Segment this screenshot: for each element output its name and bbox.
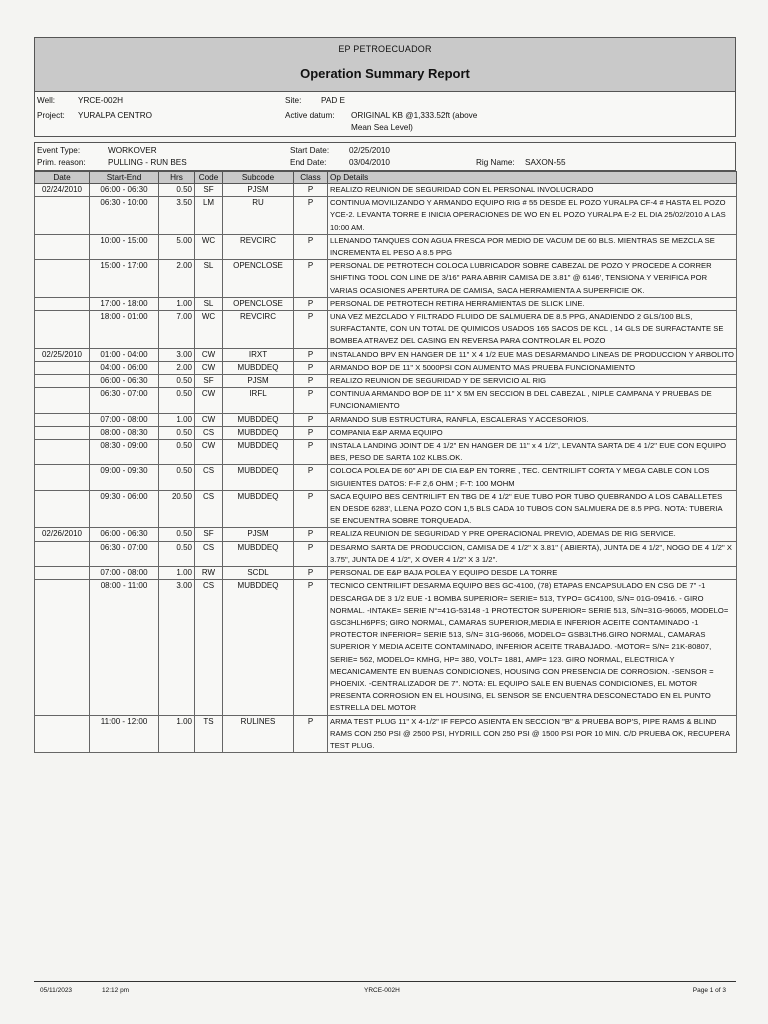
row-hrs: 1.00 xyxy=(159,413,195,426)
row-code: CW xyxy=(195,440,223,465)
well-label: Well: xyxy=(37,96,56,105)
row-hrs: 1.00 xyxy=(159,297,195,310)
row-date xyxy=(35,388,90,413)
row-hrs: 0.50 xyxy=(159,375,195,388)
start-date-value: 02/25/2010 xyxy=(349,146,390,155)
row-start-end: 08:30 - 09:00 xyxy=(90,440,159,465)
project-value: YURALPA CENTRO xyxy=(78,111,153,120)
row-op-details: CONTINUA ARMANDO BOP DE 11" X 5M EN SECCION B DEL CABEZAL , NIPLE CAMPANA Y PRUEBAS DE FUNCIONAMIENTO xyxy=(328,388,737,413)
row-code: CS xyxy=(195,490,223,528)
row-start-end: 08:00 - 11:00 xyxy=(90,580,159,715)
row-code: RW xyxy=(195,567,223,580)
row-subcode: IRFL xyxy=(223,388,294,413)
row-start-end: 07:00 - 08:00 xyxy=(90,413,159,426)
row-date xyxy=(35,580,90,715)
row-start-end: 15:00 - 17:00 xyxy=(90,260,159,298)
datum-value-line2: Mean Sea Level) xyxy=(351,123,413,132)
row-subcode: PJSM xyxy=(223,375,294,388)
row-class: P xyxy=(294,197,328,235)
row-op-details: SACA EQUIPO BES CENTRILIFT EN TBG DE 4 1/2" EUE TUBO POR TUBO QUEBRANDO A LOS CABALLETES EN DESDE 6283', LLENA POZO CON 1,5 BLS CADA 10 TUBOS CON SALMUERA DE 8.5 PPG. NOTA: TUBERIA SE ENCUENTRA SOBRE TORQUEADA. xyxy=(328,490,737,528)
table-row xyxy=(35,297,737,310)
start-date-label: Start Date: xyxy=(290,146,330,155)
row-subcode: REVCIRC xyxy=(223,311,294,349)
report-page xyxy=(34,37,736,753)
row-code: LM xyxy=(195,197,223,235)
row-op-details: PERSONAL DE PETROTECH RETIRA HERRAMIENTAS DE SLICK LINE. xyxy=(328,297,737,310)
row-subcode: SCDL xyxy=(223,567,294,580)
table-row xyxy=(35,197,737,235)
row-date xyxy=(35,413,90,426)
row-class: P xyxy=(294,567,328,580)
row-code: CW xyxy=(195,361,223,374)
row-code: CS xyxy=(195,426,223,439)
row-date xyxy=(35,297,90,310)
row-subcode: MUBDDEQ xyxy=(223,413,294,426)
row-op-details: PERSONAL DE E&P BAJA POLEA Y EQUIPO DESDE LA TORRE xyxy=(328,567,737,580)
row-class: P xyxy=(294,234,328,259)
row-date xyxy=(35,567,90,580)
row-class: P xyxy=(294,375,328,388)
report-title: Operation Summary Report xyxy=(300,66,470,81)
row-hrs: 7.00 xyxy=(159,311,195,349)
row-hrs: 3.50 xyxy=(159,197,195,235)
row-code: CW xyxy=(195,413,223,426)
row-start-end: 09:00 - 09:30 xyxy=(90,465,159,490)
table-header-row xyxy=(35,172,737,184)
row-date: 02/24/2010 xyxy=(35,184,90,197)
event-info-block xyxy=(34,142,736,171)
rig-name-value: SAXON-55 xyxy=(525,158,566,167)
table-row xyxy=(35,490,737,528)
row-op-details: PERSONAL DE PETROTECH COLOCA LUBRICADOR SOBRE CABEZAL DE POZO Y PROCEDE A CORRER SHIFTING TOOL CON LINE DE 3/16" PARA ABRIR CAMISA DE 3.81" @ 6146', TENSIONA Y VERIFICA POR VARIAS OCASIONES APERTURA DE CAMISA, SACA HERRAMIENTA A SUPERFICIE OK. xyxy=(328,260,737,298)
row-date xyxy=(35,197,90,235)
row-subcode: MUBDDEQ xyxy=(223,440,294,465)
well-value: YRCE-002H xyxy=(78,96,124,105)
table-row xyxy=(35,375,737,388)
row-class: P xyxy=(294,426,328,439)
table-row xyxy=(35,348,737,361)
site-label: Site: xyxy=(285,96,302,105)
row-class: P xyxy=(294,388,328,413)
site-value: PAD E xyxy=(321,96,345,105)
report-header xyxy=(34,37,736,92)
datum-label: Active datum: xyxy=(285,111,335,120)
row-hrs: 0.50 xyxy=(159,465,195,490)
project-label: Project: xyxy=(37,111,65,120)
col-start-end: Start-End xyxy=(90,172,159,184)
row-subcode: OPENCLOSE xyxy=(223,297,294,310)
table-row xyxy=(35,260,737,298)
operations-table xyxy=(34,171,737,753)
row-date xyxy=(35,234,90,259)
row-subcode: PJSM xyxy=(223,184,294,197)
table-row xyxy=(35,541,737,566)
organization-name: EP PETROECUADOR xyxy=(338,44,432,54)
row-op-details: INSTALANDO BPV EN HANGER DE 11" X 4 1/2 EUE MAS DESARMANDO LINEAS DE PRODUCCION Y ARBOLITO xyxy=(328,348,737,361)
row-start-end: 17:00 - 18:00 xyxy=(90,297,159,310)
row-date xyxy=(35,361,90,374)
datum-value-line1: ORIGINAL KB @1,333.52ft (above xyxy=(351,111,478,120)
row-start-end: 07:00 - 08:00 xyxy=(90,567,159,580)
row-op-details: REALIZO REUNION DE SEGURIDAD CON EL PERSONAL INVOLUCRADO xyxy=(328,184,737,197)
row-op-details: TECNICO CENTRILIFT DESARMA EQUIPO BES GC-4100, (78) ETAPAS ENCAPSULADO EN CSG DE 7" -1 DESCARGA DE 3 1/2 EUE -1 BOMBA SUPERIOR= SERIE= 513, TYPO= GC4100, S/N= 01G-09416. - GIRO NORMAL. -INTAKE= SERIE N°=41G-53148 -1 PROTECTOR SUPERIOR= SERIE 513, S/N=31G-96065, MODELO= GSC3HLH6PFS; GIRO NORMAL, CAMARAS SUPERIOR,MEDIA E INFERIOR ACEITE CONTAMINADO -1 PROTECTOR INFERIOR= SERIE 513, S/N= 31G-96066, MODELO= GSB3LTH6.GIRO NORMAL, CAMARAS SUPERIOR Y MEDIA ACEITE CONTAMINADO, INFERIOR ACEITE TRABAJADO. -MOTOR= S/N= 21K-80807, SERIE= 562, MODELO= KMHG, HP= 380, VOLT= 1881, AMP= 123. GIRO NORMAL, ELECTRICA Y MECANICAMENTE EN BUENAS CONDICIONES, HOUSING CON PRESENCIA DE CORROSION. -SENSOR = PHOENIX. -CENTRALIZADOR DE 7". NOTA: EL EQUIPO SALE EN BUENAS CONDICIONES, EL MOTOR PRESENTA CORROSION EN EL HOUSING, EL SENSOR SE ENCUENTRA DESCONECTADO EN EL PUNTO ESTRELLA DEL MOTOR xyxy=(328,580,737,715)
col-op-details: Op Details xyxy=(328,172,737,184)
event-type-label: Event Type: xyxy=(37,146,81,155)
row-op-details: COLOCA POLEA DE 60" API DE CIA E&P EN TORRE , TEC. CENTRILIFT CORTA Y MEGA CABLE CON LOS SIGUIENTES DATOS: F-F 2,6 OHM ; F-T: 100 MOHM xyxy=(328,465,737,490)
row-class: P xyxy=(294,361,328,374)
row-class: P xyxy=(294,715,328,753)
footer-well: YRCE-002H xyxy=(364,987,400,994)
col-hrs: Hrs xyxy=(159,172,195,184)
row-class: P xyxy=(294,465,328,490)
row-op-details: LLENANDO TANQUES CON AGUA FRESCA POR MEDIO DE VACUM DE 60 BLS. MIENTRAS SE MEZCLA SE INCREMENTA EL PESO A 8.5 PPG xyxy=(328,234,737,259)
table-row xyxy=(35,567,737,580)
row-start-end: 06:30 - 07:00 xyxy=(90,388,159,413)
table-row xyxy=(35,361,737,374)
row-class: P xyxy=(294,440,328,465)
row-start-end: 18:00 - 01:00 xyxy=(90,311,159,349)
row-start-end: 06:00 - 06:30 xyxy=(90,528,159,541)
row-hrs: 0.50 xyxy=(159,528,195,541)
row-class: P xyxy=(294,528,328,541)
event-type-value: WORKOVER xyxy=(108,146,157,155)
row-date xyxy=(35,311,90,349)
row-op-details: ARMANDO SUB ESTRUCTURA, RANFLA, ESCALERAS Y ACCESORIOS. xyxy=(328,413,737,426)
row-hrs: 0.50 xyxy=(159,388,195,413)
row-subcode: OPENCLOSE xyxy=(223,260,294,298)
row-class: P xyxy=(294,311,328,349)
table-row xyxy=(35,580,737,715)
row-start-end: 09:30 - 06:00 xyxy=(90,490,159,528)
row-subcode: MUBDDEQ xyxy=(223,541,294,566)
row-op-details: CONTINUA MOVILIZANDO Y ARMANDO EQUIPO RIG # 55 DESDE EL POZO YURALPA CF-4 # HASTA EL POZO YCE-2. LEVANTA TORRE E INICIA OPERACIONES DE WO EN EL POZO YURALPA E-2 EL DIA 25/02/2010 A LAS 10:00 AM. xyxy=(328,197,737,235)
row-code: CS xyxy=(195,580,223,715)
row-hrs: 0.50 xyxy=(159,440,195,465)
row-date xyxy=(35,440,90,465)
row-code: SF xyxy=(195,184,223,197)
table-row xyxy=(35,440,737,465)
row-code: CW xyxy=(195,388,223,413)
well-info-block xyxy=(34,92,736,137)
row-start-end: 06:00 - 06:30 xyxy=(90,184,159,197)
row-subcode: PJSM xyxy=(223,528,294,541)
rig-name-label: Rig Name: xyxy=(476,158,515,167)
table-row xyxy=(35,184,737,197)
row-subcode: MUBDDEQ xyxy=(223,465,294,490)
table-row xyxy=(35,311,737,349)
row-class: P xyxy=(294,541,328,566)
row-subcode: MUBDDEQ xyxy=(223,490,294,528)
row-code: CS xyxy=(195,465,223,490)
row-subcode: RU xyxy=(223,197,294,235)
row-date xyxy=(35,465,90,490)
row-date: 02/26/2010 xyxy=(35,528,90,541)
row-hrs: 0.50 xyxy=(159,184,195,197)
row-hrs: 0.50 xyxy=(159,541,195,566)
row-hrs: 1.00 xyxy=(159,567,195,580)
row-subcode: MUBDDEQ xyxy=(223,426,294,439)
footer-time: 12:12 pm xyxy=(102,987,130,994)
row-op-details: INSTALA LANDING JOINT DE 4 1/2" EN HANGER DE 11" x 4 1/2", LEVANTA SARTA DE 4 1/2" EUE CON EQUIPO BES, PESO DE SARTA 102 KLBS.OK. xyxy=(328,440,737,465)
end-date-value: 03/04/2010 xyxy=(349,158,390,167)
row-op-details: ARMANDO BOP DE 11" X 5000PSI CON AUMENTO MAS PRUEBA FUNCIONAMIENTO xyxy=(328,361,737,374)
row-hrs: 3.00 xyxy=(159,348,195,361)
table-row xyxy=(35,388,737,413)
row-class: P xyxy=(294,413,328,426)
row-class: P xyxy=(294,297,328,310)
row-class: P xyxy=(294,260,328,298)
prim-reason-label: Prim. reason: xyxy=(37,158,86,167)
col-date: Date xyxy=(35,172,90,184)
col-code: Code xyxy=(195,172,223,184)
row-date xyxy=(35,260,90,298)
table-row xyxy=(35,426,737,439)
table-row xyxy=(35,528,737,541)
row-start-end: 08:00 - 08:30 xyxy=(90,426,159,439)
row-start-end: 06:30 - 07:00 xyxy=(90,541,159,566)
row-subcode: IRXT xyxy=(223,348,294,361)
row-date xyxy=(35,541,90,566)
row-op-details: REALIZA REUNION DE SEGURIDAD Y PRE OPERACIONAL PREVIO, ADEMAS DE RIG SERVICE. xyxy=(328,528,737,541)
row-code: WC xyxy=(195,311,223,349)
footer-date: 05/11/2023 xyxy=(40,987,73,994)
row-start-end: 06:00 - 06:30 xyxy=(90,375,159,388)
row-hrs: 20.50 xyxy=(159,490,195,528)
row-start-end: 01:00 - 04:00 xyxy=(90,348,159,361)
prim-reason-value: PULLING - RUN BES xyxy=(108,158,187,167)
row-start-end: 11:00 - 12:00 xyxy=(90,715,159,753)
row-class: P xyxy=(294,490,328,528)
row-op-details: DESARMO SARTA DE PRODUCCION, CAMISA DE 4 1/2" X 3.81" ( ABIERTA), JUNTA DE 4 1/2", NOGO DE 4 1/2" X 3.75", JUNTA DE 4 1/2", X OVER 4 1/2" X 3 1/2". xyxy=(328,541,737,566)
end-date-label: End Date: xyxy=(290,158,327,167)
table-row xyxy=(35,234,737,259)
row-start-end: 10:00 - 15:00 xyxy=(90,234,159,259)
row-date xyxy=(35,490,90,528)
row-hrs: 5.00 xyxy=(159,234,195,259)
col-subcode: Subcode xyxy=(223,172,294,184)
table-row xyxy=(35,715,737,753)
row-hrs: 0.50 xyxy=(159,426,195,439)
table-row xyxy=(35,413,737,426)
row-start-end: 06:30 - 10:00 xyxy=(90,197,159,235)
col-class: Class xyxy=(294,172,328,184)
row-class: P xyxy=(294,580,328,715)
row-code: WC xyxy=(195,234,223,259)
row-start-end: 04:00 - 06:00 xyxy=(90,361,159,374)
row-hrs: 1.00 xyxy=(159,715,195,753)
row-op-details: REALIZO REUNION DE SEGURIDAD Y DE SERVICIO AL RIG xyxy=(328,375,737,388)
row-date xyxy=(35,426,90,439)
row-subcode: REVCIRC xyxy=(223,234,294,259)
row-class: P xyxy=(294,348,328,361)
row-subcode: RULINES xyxy=(223,715,294,753)
row-code: CS xyxy=(195,541,223,566)
row-subcode: MUBDDEQ xyxy=(223,580,294,715)
row-code: SL xyxy=(195,260,223,298)
table-row xyxy=(35,465,737,490)
row-code: TS xyxy=(195,715,223,753)
row-code: SL xyxy=(195,297,223,310)
row-date: 02/25/2010 xyxy=(35,348,90,361)
row-hrs: 2.00 xyxy=(159,361,195,374)
row-op-details: COMPANIA E&P ARMA EQUIPO xyxy=(328,426,737,439)
row-hrs: 2.00 xyxy=(159,260,195,298)
row-code: CW xyxy=(195,348,223,361)
row-code: SF xyxy=(195,375,223,388)
row-hrs: 3.00 xyxy=(159,580,195,715)
row-op-details: UNA VEZ MEZCLADO Y FILTRADO FLUIDO DE SALMUERA DE 8.5 PPG, ANADIENDO 2 GLS/100 BLS, SURFACTANTE, CON UN TOTAL DE QUIMICOS USADOS 165 SACOS DE KCL , 14 GLS DE SURFACTANTE SE BOMBEA ATRAVEZ DEL CASING EN REVERSA PARA CONTROLAR EL POZO xyxy=(328,311,737,349)
row-class: P xyxy=(294,184,328,197)
row-code: SF xyxy=(195,528,223,541)
footer-page-number: Page 1 of 3 xyxy=(692,987,726,994)
row-date xyxy=(35,715,90,753)
row-subcode: MUBDDEQ xyxy=(223,361,294,374)
row-date xyxy=(35,375,90,388)
row-op-details: ARMA TEST PLUG 11" X 4-1/2" IF FEPCO ASIENTA EN SECCION "B" & PRUEBA BOP'S, PIPE RAMS & BLIND RAMS CON 250 PSI @ 2500 PSI, HYDRILL CON 250 PSI @ 1500 PSI POR 10 MIN. C/D PRUEBA OK, RECUPERA TEST PLUG. xyxy=(328,715,737,753)
page-footer xyxy=(34,981,736,994)
